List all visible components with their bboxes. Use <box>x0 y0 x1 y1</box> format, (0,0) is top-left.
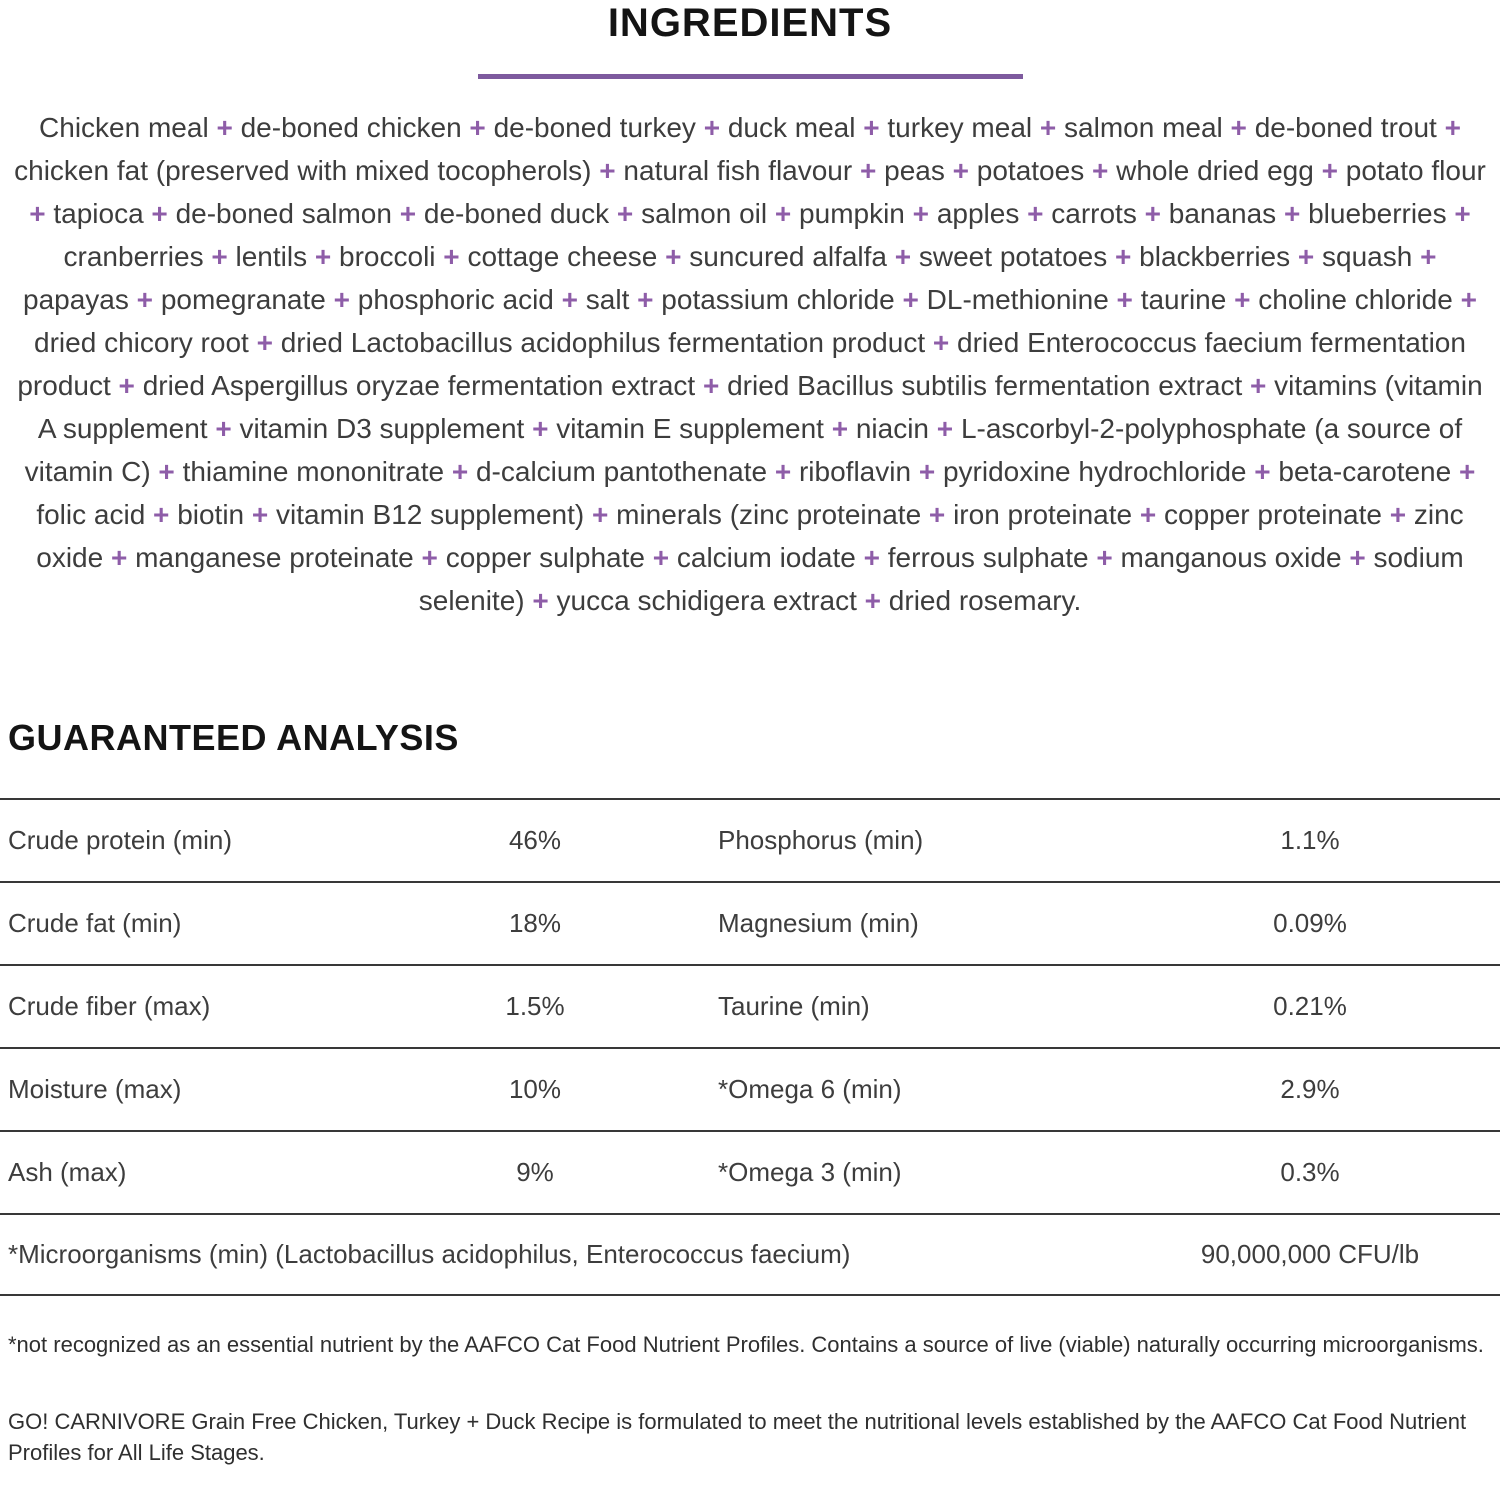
plus-separator: + <box>1446 198 1471 229</box>
plus-separator: + <box>1019 198 1052 229</box>
nutrient-label: Crude protein (min) <box>8 824 232 855</box>
plus-separator: + <box>103 542 136 573</box>
nutrient-value: 1.5% <box>505 990 565 1021</box>
guaranteed-analysis-table <box>0 798 1500 1296</box>
purple-divider <box>478 74 1023 79</box>
analysis-row <box>0 964 1500 1047</box>
plus-separator: + <box>1242 370 1275 401</box>
plus-separator: + <box>925 327 958 358</box>
plus-separator: + <box>1246 456 1279 487</box>
plus-separator: + <box>1290 241 1323 272</box>
nutrient-label: Crude fat (min) <box>8 907 182 938</box>
plus-separator: + <box>609 198 642 229</box>
nutrient-value: 1.1% <box>1280 824 1340 855</box>
plus-separator: + <box>435 241 468 272</box>
plus-separator: + <box>208 112 241 143</box>
plus-separator: + <box>1226 284 1259 315</box>
plus-separator: + <box>767 456 799 487</box>
nutrient-label: *Omega 6 (min) <box>718 1073 902 1104</box>
plus-separator: + <box>110 370 143 401</box>
plus-separator: + <box>1084 155 1117 186</box>
nutrient-value: 46% <box>508 824 562 855</box>
plus-separator: + <box>444 456 476 487</box>
nutrient-label: *Microorganisms (min) (Lactobacillus acidophilus, Enterococcus faecium) <box>8 1238 851 1269</box>
analysis-row <box>0 798 1500 881</box>
plus-separator: + <box>325 284 358 315</box>
plus-separator: + <box>944 155 977 186</box>
plus-separator: + <box>524 585 557 616</box>
plus-separator: + <box>823 413 856 444</box>
plus-separator: + <box>1452 284 1477 315</box>
ingredients-list: Chicken meal + de-boned chicken + de-boned turkey + duck meal + turkey meal + salmon meal + de-boned trout + chicken fat (preserved with mixed tocopherols) + natural fish flavour + peas + potatoes + whole dried egg + potato flour + tapioca + de-boned salmon + de-boned duck + salmon oil + pumpkin + apples + carrots + bananas + blueberries + cranberries + lentils + broccoli + cottage cheese + suncured alfalfa + sweet potatoes + blackberries + squash + papayas + pomegranate + phosphoric acid + salt + potassium chloride + DL-methionine + taurine + choline chloride + dried chicory root + dried Lactobacillus acidophilus fermentation product + dried Enterococcus faecium fermentation product + dried Aspergillus oryzae fermentation extract + dried Bacillus subtilis fermentation extract + vitamins (vitamin A supplement + vitamin D3 supplement + vitamin E supplement + niacin + L-ascorbyl-2-polyphosphate (a source of vitamin C) + thiamine mononitrate + d-calcium pantothenate + riboflavin + pyridoxine hydrochloride + beta-carotene + folic acid + biotin + vitamin B12 supplement) + minerals (zinc proteinate + iron proteinate + copper proteinate + zinc oxide + manganese proteinate + copper sulphate + calcium iodate + ferrous sulphate + manganous oxide + sodium selenite) + yucca schidigera extract + dried rosemary. <box>14 112 1486 616</box>
plus-separator: + <box>413 542 446 573</box>
plus-separator: + <box>1222 112 1255 143</box>
plus-separator: + <box>248 327 281 358</box>
nutrient-label: Taurine (min) <box>718 990 870 1021</box>
plus-separator: + <box>553 284 586 315</box>
plus-separator: + <box>629 284 662 315</box>
nutrient-value: 0.09% <box>1273 907 1347 938</box>
plus-separator: + <box>128 284 161 315</box>
ingredients-title: INGREDIENTS <box>607 1 893 45</box>
plus-separator: + <box>1412 241 1437 272</box>
plus-separator: + <box>143 198 176 229</box>
plus-separator: + <box>657 241 690 272</box>
nutrient-value: 0.21% <box>1273 990 1347 1021</box>
plus-separator: + <box>904 198 937 229</box>
plus-separator: + <box>391 198 424 229</box>
plus-separator: + <box>584 499 617 530</box>
plus-separator: + <box>695 112 728 143</box>
plus-separator: + <box>307 241 340 272</box>
nutrient-label: Moisture (max) <box>8 1073 182 1104</box>
plus-separator: + <box>855 112 888 143</box>
plus-separator: + <box>1088 542 1121 573</box>
plus-separator: + <box>1341 542 1374 573</box>
analysis-row-microorganisms <box>0 1213 1500 1296</box>
plus-separator: + <box>1136 198 1169 229</box>
plus-separator: + <box>1381 499 1414 530</box>
plus-separator: + <box>524 413 557 444</box>
plus-separator: + <box>856 585 889 616</box>
plus-separator: + <box>911 456 943 487</box>
plus-separator: + <box>461 112 494 143</box>
plus-separator: + <box>203 241 236 272</box>
nutrient-label: Ash (max) <box>8 1156 127 1187</box>
plus-separator: + <box>921 499 954 530</box>
plus-separator: + <box>207 413 240 444</box>
plus-separator: + <box>1451 456 1476 487</box>
plus-separator: + <box>1032 112 1065 143</box>
guaranteed-analysis-title: GUARANTEED ANALYSIS <box>8 717 459 758</box>
plus-separator: + <box>855 542 888 573</box>
plus-separator: + <box>1132 499 1165 530</box>
plus-separator: + <box>1108 284 1141 315</box>
plus-separator: + <box>145 499 178 530</box>
plus-separator: + <box>29 198 54 229</box>
plus-separator: + <box>1436 112 1461 143</box>
plus-separator: + <box>929 413 961 444</box>
plus-separator: + <box>886 241 919 272</box>
plus-separator: + <box>150 456 183 487</box>
nutrient-label: Magnesium (min) <box>718 907 919 938</box>
plus-separator: + <box>644 542 677 573</box>
nutrient-label: *Omega 3 (min) <box>718 1156 902 1187</box>
analysis-row <box>0 1130 1500 1213</box>
nutrient-value: 18% <box>508 907 562 938</box>
nutrient-label: Phosphorus (min) <box>718 824 924 855</box>
nutrient-label: Crude fiber (max) <box>8 990 211 1021</box>
nutrient-value: 90,000,000 CFU/lb <box>1200 1238 1420 1269</box>
plus-separator: + <box>244 499 277 530</box>
plus-separator: + <box>1313 155 1346 186</box>
nutrient-value: 0.3% <box>1280 1156 1340 1187</box>
plus-separator: + <box>767 198 800 229</box>
nutrient-value: 2.9% <box>1280 1073 1340 1104</box>
analysis-row <box>0 1047 1500 1130</box>
analysis-row <box>0 881 1500 964</box>
nutrient-value: 10% <box>508 1073 562 1104</box>
plus-separator: + <box>852 155 885 186</box>
plus-separator: + <box>894 284 927 315</box>
footnote-aafco-nutrient: *not recognized as an essential nutrient by the AAFCO Cat Food Nutrient Profiles. Contains a source of live (viable) naturally occurring microorganisms. <box>8 1331 1484 1357</box>
plus-separator: + <box>1276 198 1309 229</box>
plus-separator: + <box>695 370 728 401</box>
footnote-formulation-statement: GO! CARNIVORE Grain Free Chicken, Turkey + Duck Recipe is formulated to meet the nutritional levels established by the AAFCO Cat Food Nutrient Profiles for All Life Stages. <box>8 1408 1467 1465</box>
nutrient-value: 9% <box>516 1156 554 1187</box>
plus-separator: + <box>1107 241 1140 272</box>
plus-separator: + <box>591 155 624 186</box>
